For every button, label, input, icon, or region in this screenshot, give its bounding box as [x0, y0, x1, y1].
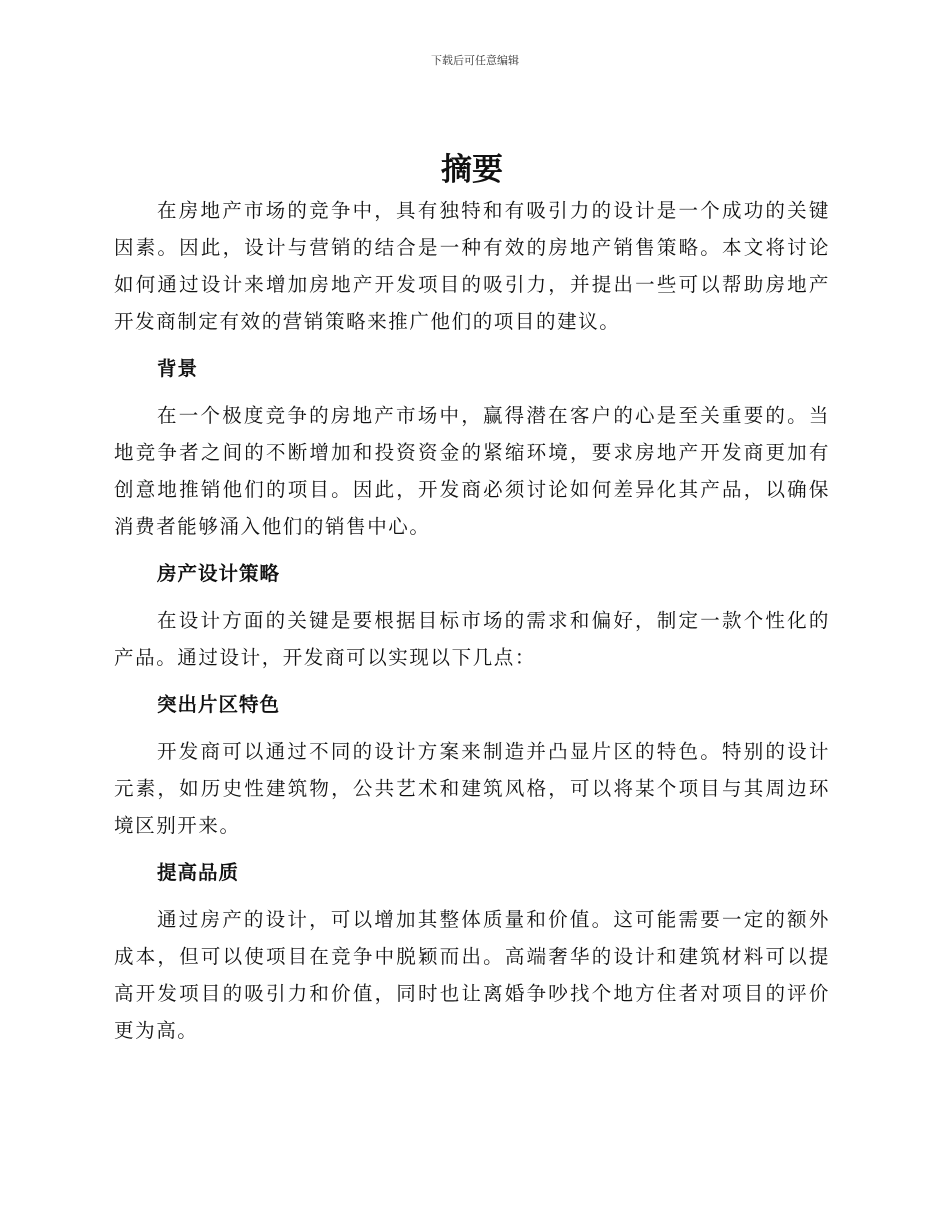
section-heading-background: 背景: [157, 357, 199, 380]
document-body: [114, 148, 830, 1049]
page-header-note: 下载后可任意编辑: [431, 54, 519, 67]
document-title: 摘要: [441, 152, 503, 188]
section-paragraph-quality: 通过房产的设计，可以增加其整体质量和价值。这可能需要一定的额外成本，但可以使项目在竞争中脱颖而出。高端奢华的设计和建筑材料可以提高开发项目的吸引力和价值，同时也让离婚争吵找个地方住者对项目的评价更为高。: [114, 908, 830, 1042]
intro-paragraph: 在房地产市场的竞争中，具有独特和有吸引力的设计是一个成功的关键因素。因此，设计与营销的结合是一种有效的房地产销售策略。本文将讨论如何通过设计来增加房地产开发项目的吸引力，并提出一些可以帮助房地产开发商制定有效的营销策略来推广他们的项目的建议。: [114, 199, 830, 333]
section-paragraph-background: 在一个极度竞争的房地产市场中，赢得潜在客户的心是至关重要的。当地竞争者之间的不断增加和投资资金的紧缩环境，要求房地产开发商更加有创意地推销他们的项目。因此，开发商必须讨论如何差异化其产品，以确保消费者能够涌入他们的销售中心。: [114, 404, 830, 538]
section-heading-design-strategy: 房产设计策略: [157, 562, 281, 585]
section-paragraph-design-strategy: 在设计方面的关键是要根据目标市场的需求和偏好，制定一款个性化的产品。通过设计，开发商可以实现以下几点：: [114, 609, 830, 669]
section-heading-district-features: 突出片区特色: [157, 693, 281, 716]
section-paragraph-district-features: 开发商可以通过不同的设计方案来制造并凸显片区的特色。特别的设计元素，如历史性建筑物，公共艺术和建筑风格，可以将某个项目与其周边环境区别开来。: [114, 740, 830, 837]
section-heading-quality: 提高品质: [157, 861, 240, 884]
